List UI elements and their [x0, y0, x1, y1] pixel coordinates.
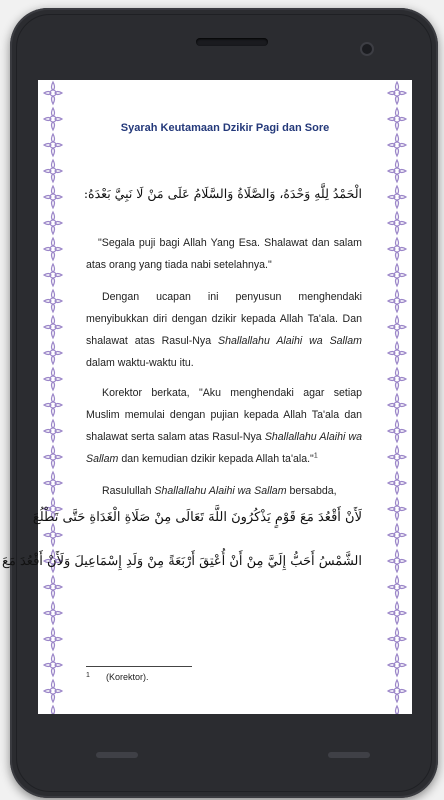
paragraph-text: Dengan ucapan ini penyusun menghendaki menyibukkan diri dengan dzikir kepada Allah Ta'ala. Dan shalawat atas Rasul-Nya — [86, 291, 362, 347]
paragraph-1 — [86, 232, 362, 276]
paragraph-text: dan kemudian dzikir kepada Allah ta'ala." — [121, 453, 314, 465]
paragraph-4 — [86, 480, 362, 502]
footnote-text: (Korektor). — [106, 672, 149, 682]
paragraph-text: dalam waktu-waktu itu. — [86, 357, 194, 369]
paragraph-text: bersabda, — [289, 485, 337, 497]
floral-ornament-icon — [42, 80, 64, 714]
floral-ornament-icon — [386, 80, 408, 714]
screen[interactable] — [1, 80, 412, 714]
document-page — [1, 80, 364, 714]
arabic-opening: الْحَمْدُ لِلَّهِ وَحْدَهُ، وَالصَّلَاةُ وَالسَّلَامُ عَلَى مَنْ لَا نَبِيَّ بَعْدَهُ: — [83, 186, 362, 201]
honorific: Shallallahu Alaihi wa Sallam — [154, 485, 287, 497]
footnote-ref[interactable]: 1 — [313, 452, 318, 460]
recent-apps-button[interactable] — [328, 752, 370, 758]
back-button[interactable] — [96, 752, 138, 758]
hadith-line-1: لَأَنْ أَقْعُدَ مَعَ قَوْمٍ يَذْكُرُونَ اللَّهَ تَعَالَى مِنْ صَلَاةِ الْغَدَاةِ حَتَّى تَطْلُعَ — [32, 510, 362, 525]
earpiece-speaker — [196, 38, 268, 46]
paragraph-2 — [86, 286, 362, 374]
footnote-number: 1 — [86, 672, 90, 679]
honorific: Shallallahu Alaihi wa Sallam — [218, 335, 362, 347]
page-title: Syarah Keutamaan Dzikir Pagi dan Sore — [120, 122, 330, 134]
paragraph-text: Korektor berkata, "Aku menghendaki agar setiap Muslim memulai dengan pujian kepada Allah Ta'ala dan shalawat serta salam atas Rasul-Nya — [86, 387, 362, 443]
hadith-line-2: الشَّمْسُ أَحَبُّ إِلَيَّ مِنْ أَنْ أُعْتِقَ أَرْبَعَةً مِنْ وَلَدِ إِسْمَاعِيلَ وَلَأَنْ أَقْعُدَ مَعَ — [1, 554, 362, 569]
paragraph-text: Rasulullah — [102, 485, 152, 497]
paragraph-3 — [86, 382, 362, 470]
honorific: Shallallahu Alaihi wa Sallam — [86, 431, 363, 465]
front-camera-icon — [360, 42, 374, 56]
footnote — [86, 672, 149, 682]
paragraph-text: "Segala puji bagi Allah Yang Esa. Shalawat dan salam atas orang yang tiada nabi setelahnya." — [86, 237, 362, 271]
footnote-divider — [86, 666, 192, 667]
